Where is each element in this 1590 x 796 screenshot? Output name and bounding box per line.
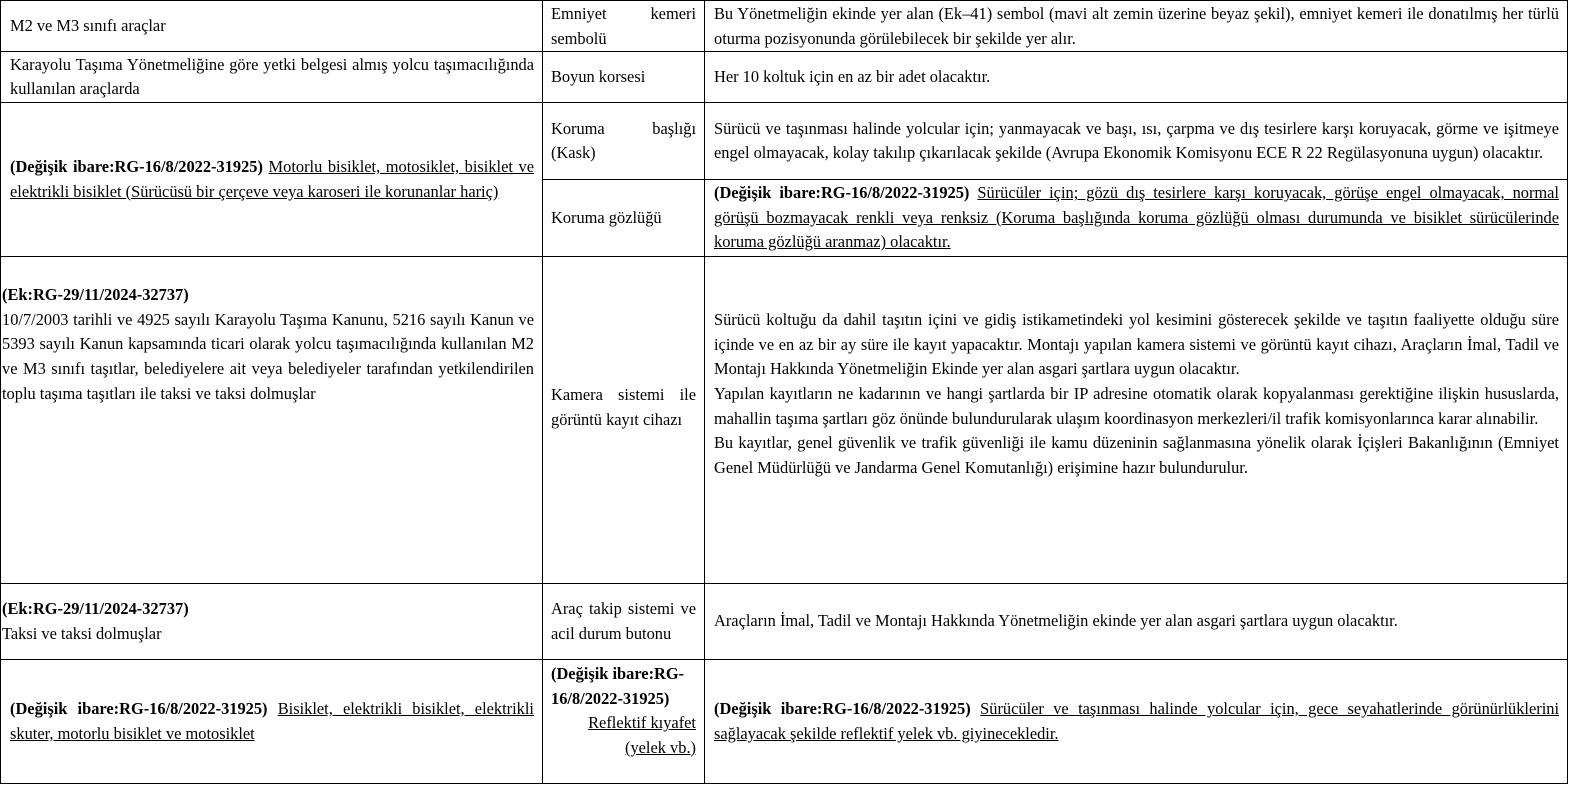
equipment-cell (543, 180, 705, 257)
equipment-cell (543, 1, 705, 52)
table-row (1, 660, 1568, 784)
requirement-paragraph: Sürücü koltuğu da dahil taşıtın içini ve gidiş istikametindeki yol kesimini gösterecek şekilde ve taşıtın faaliyette olduğu süre içinde ve en az bir ay süre ile kayıt yapacaktır. Montajı yapılan kamera sistemi ve görüntü kayıt cihazı, Araçların İmal, Tadil ve Montajı Hakkında Yönetmeliğin Ekinde yer alan asgari şartlara uygun olacaktır. (714, 310, 1559, 379)
requirement-cell (705, 180, 1568, 257)
table-row (1, 1, 1568, 52)
requirement-cell (705, 257, 1568, 584)
equipment-cell (543, 52, 705, 103)
vehicle-cell (1, 257, 543, 584)
requirement-paragraph: Bu kayıtlar, genel güvenlik ve trafik güvenliği ile kamu düzeninin sağlanmasına yönelik olarak İçişleri Bakanlığının (Emniyet Genel Müdürlüğü ve Jandarma Genel Komutanlığı) erişimine hazır bulundurulur. (714, 433, 1559, 477)
requirement-text: Sürücüler ve taşınması halinde yolcular için, gece seyahatlerinde görünürlüklerini sağlayacak şekilde reflektif yelek vb. giyinecekledir. (714, 699, 1559, 743)
equipment-cell (543, 257, 705, 584)
equipment-text: Emniyet kemeri sembolü (551, 4, 696, 48)
amendment-note: (Ek:RG-29/11/2024-32737) (2, 285, 189, 305)
vehicle-text: Bisiklet, elektrikli bisiklet, elektrikli skuter, motorlu bisiklet ve motosiklet (10, 699, 534, 743)
amendment-note: (Değişik ibare:RG-16/8/2022-31925) (714, 183, 970, 203)
vehicle-text: Motorlu bisiklet, motosiklet, bisiklet ve elektrikli bisiklet (Sürücüsü bir çerçeve veya karoseri ile korunanlar hariç) (10, 157, 534, 201)
equipment-cell (543, 660, 705, 784)
vehicle-cell (1, 584, 543, 660)
vehicle-cell (1, 1, 543, 52)
equipment-text: Boyun korsesi (551, 66, 646, 86)
equipment-cell (543, 584, 705, 660)
requirement-cell (705, 103, 1568, 180)
equipment-text: Koruma başlığı (Kask) (551, 118, 696, 163)
vehicle-cell (1, 103, 543, 257)
table-row (1, 52, 1568, 103)
requirement-text: Araçların İmal, Tadil ve Montajı Hakkında Yönetmeliğin ekinde yer alan asgari şartlara uygun olacaktır. (714, 611, 1398, 631)
equipment-cell (543, 103, 705, 180)
equipment-text: Araç takip sistemi ve acil durum butonu (551, 599, 696, 643)
requirement-cell (705, 584, 1568, 660)
equipment-text: Reflektif kıyafet (yelek vb.) (588, 713, 696, 757)
equipment-text: Koruma gözlüğü (551, 207, 662, 227)
vehicle-text: Karayolu Taşıma Yönetmeliğine göre yetki belgesi almış yolcu taşımacılığında kullanılan araçlarda (10, 54, 534, 99)
requirement-text: Sürücüler için; gözü dış tesirlere karşı koruyacak, görüşe engel olmayacak, normal görüşü bozmayacak renkli veya renksiz (Koruma başlığında koruma gözlüğü olması durumunda ve bisiklet sürücülerinde koruma gözlüğü aranmaz) olacaktır. (714, 183, 1559, 252)
requirement-text: Bu Yönetmeliğin ekinde yer alan (Ek–41) sembol (mavi alt zemin üzerine beyaz şekil), emniyet kemeri ile donatılmış her türlü oturma pozisyonunda görülebilecek bir şekilde yer alır. (714, 4, 1559, 48)
equipment-text: Kamera sistemi ile görüntü kayıt cihazı (551, 385, 696, 429)
requirement-text: Her 10 koltuk için en az bir adet olacaktır. (714, 66, 991, 86)
requirement-cell (705, 1, 1568, 52)
amendment-note: (Değişik ibare:RG-16/8/2022-31925) (551, 664, 685, 708)
table-row (1, 584, 1568, 660)
amendment-note: (Değişik ibare:RG-16/8/2022-31925) (10, 157, 263, 177)
amendment-note: (Ek:RG-29/11/2024-32737) (2, 599, 189, 619)
vehicle-cell (1, 660, 543, 784)
requirement-text: Sürücü ve taşınması halinde yolcular için; yanmayacak ve başı, ısı, çarpma ve dış tesirlere karşı koruyacak, görme ve işitmeye engel olmayacak, kolay takılıp çıkarılacak şekilde (Avrupa Ekonomik Komisyonu ECE R 22 Regülasyonuna uygun) olacaktır. (714, 118, 1559, 163)
table-row (1, 257, 1568, 584)
vehicle-text: Taksi ve taksi dolmuşlar (2, 623, 162, 643)
vehicle-cell (1, 52, 543, 103)
requirement-paragraph: Yapılan kayıtların ne kadarının ve hangi şartlarda bir IP adresine otomatik olarak kopyalanması gerektiğine ilişkin hususlarda, mahallin taşıma şartları göz önünde bulundurularak ulaşım koordinasyon merkezleri/il trafik komisyonlarınca karar alınabilir. (714, 383, 1559, 428)
requirement-cell (705, 660, 1568, 784)
amendment-note: (Değişik ibare:RG-16/8/2022-31925) (10, 699, 268, 719)
table-row (1, 103, 1568, 180)
requirement-cell (705, 52, 1568, 103)
vehicle-text: M2 ve M3 sınıfı araçlar (10, 16, 166, 36)
vehicle-text: 10/7/2003 tarihli ve 4925 sayılı Karayolu Taşıma Kanunu, 5216 sayılı Kanun ve 5393 sayılı Kanun kapsamında ticari olarak yolcu taşımacılığında kullanılan M2 ve M3 sınıfı taşıtlar, belediyelere ait veya belediyeler tarafından yetkilendirilen toplu taşıma taşıtları ile taksi ve taksi dolmuşlar (2, 309, 534, 403)
amendment-note: (Değişik ibare:RG-16/8/2022-31925) (714, 699, 971, 719)
